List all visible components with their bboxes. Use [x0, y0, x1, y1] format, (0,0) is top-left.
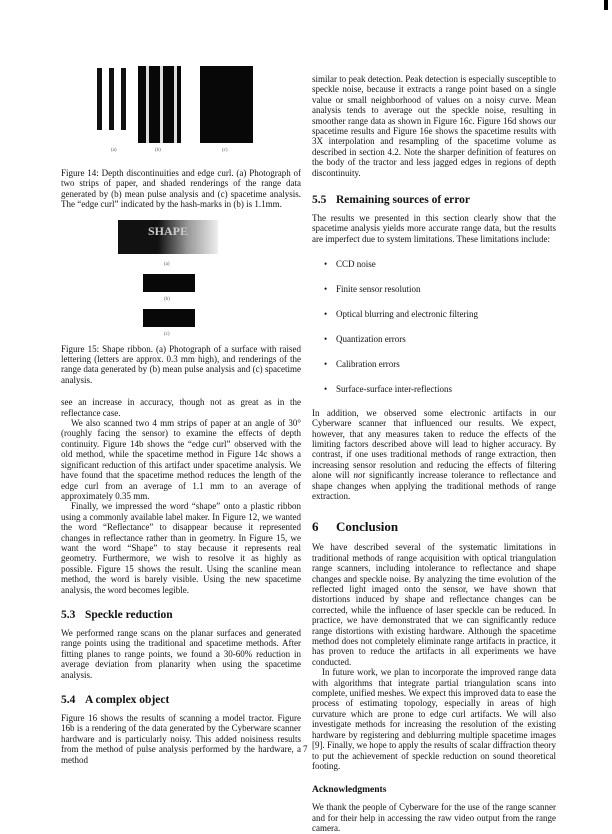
left-column	[61, 0, 301, 765]
figure-14	[61, 0, 301, 168]
figure-14c-label: (c)	[222, 148, 228, 153]
paragraph: We have described several of the systematic limitations in traditional methods of range acquisition with optical triangulation range scanners, including intolerance to reflectance and shape changes and speckle noise. By analyzing the time evolution of the reflected light imaged onto the sensor, we have shown that distortions induced by shape and reflectance changes can be corrected, while the influence of laser speckle can be reduced. In practice, we have demonstrated that we can significantly reduce range distortions with existing hardware. Although the spacetime method does not completely eliminate range artifacts in practice, it has proven to reduce the artifacts in all experiments we have conducted.	[312, 542, 556, 667]
list-item: • Surface-surface inter-reflections	[312, 377, 556, 402]
scan-mark	[604, 0, 608, 10]
paragraph: In future work, we plan to incorporate the improved range data with algorithms that integrate partial triangulation scans into complete, unified meshes. We expect this improved data to ease the process of estimating topology, especially in areas of high curvature which are prone to edge curl artifacts. We will also investigate methods for increasing the resolution of the existing hardware by registering and deblurring multiple spacetime images [9]. Finally, we hope to apply the results of scalar diffraction theory to put the achievement of speckle reduction on sound theoretical footing.	[312, 667, 556, 771]
figure-14a-photo	[97, 68, 133, 130]
acknowledgments-text: We thank the people of Cyberware for the use of the range scanner and for their help in accessing the raw video output from the range camera.	[312, 802, 556, 834]
figure-15-caption: Figure 15: Shape ribbon. (a) Photograph of a surface with raised lettering (letters are approx. 0.3 mm high), and renderings of the range data generated by (b) mean pulse analysis and (c) spacetime analysis.	[61, 343, 301, 385]
right-paragraph: similar to peak detection. Peak detection is especially susceptible to speckle noise, because it extracts a range point based on a single value or small neighborhood of values on a noisy curve. Mean analysis tends to average out the speckle noise, resulting in smoother range data as shown in Figure 16c. Figure 16d shows our spacetime results and Figure 16e shows the spacetime results with 3X interpolation and resampling of the spacetime volume as described in section 4.2. Note the sharper definition of features on the body of the tractor and less jagged edges in regions of depth discontinuity.	[312, 74, 556, 178]
list-item: • CCD noise	[312, 252, 556, 277]
right-column	[312, 0, 556, 834]
figure-14-caption: Figure 14: Depth discontinuities and edge curl. (a) Photograph of two strips of paper, and shaded renderings of the range data generated by (b) mean pulse analysis and (c) spacetime analysis. The “edge curl” indicated by the hash-marks in (b) is 1.1mm.	[61, 168, 301, 210]
figure-14a-label: (a)	[111, 148, 117, 153]
acknowledgments-heading: Acknowledgments	[312, 785, 387, 796]
figure-15c-rendering	[143, 309, 195, 327]
paragraph: We also scanned two 4 mm strips of paper at an angle of 30° (roughly facing the sensor) to examine the effects of depth continuity. Figure 14b shows the “edge curl” observed with the old method, while the spacetime method in Figure 14c shows a significant reduction of this artifact under spacetime analysis. We have found that the spacetime method reduces the length of the edge curl from an average of 1.1 mm to an average of approximately 0.35 mm.	[61, 418, 301, 501]
figure-14b-rendering	[138, 66, 181, 143]
list-item: • Quantization errors	[312, 327, 556, 352]
list-item: • Calibration errors	[312, 352, 556, 377]
figure-14c-rendering	[200, 66, 253, 143]
figure-15	[61, 210, 301, 344]
list-item: • Finite sensor resolution	[312, 277, 556, 302]
limitations-list	[312, 252, 556, 401]
figure-15b-label: (b)	[164, 296, 170, 302]
page-number: 7	[303, 744, 308, 754]
section-5-3-text: We performed range scans on the planar surfaces and generated range points using the traditional and spacetime methods. After fitting planes to range points, we found a 30-60% reduction in average deviation from planarity when using the spacetime analysis.	[61, 627, 301, 680]
section-heading-5-5: 5.5 Remaining sources of error	[312, 194, 471, 207]
figure-15a-photo: SHAPE	[118, 220, 218, 254]
paragraph: see an increase in accuracy, though not as great as in the reflectance case.	[61, 397, 301, 418]
left-body	[61, 397, 301, 595]
section-5-5-after-text: In addition, we observed some electronic artifacts in our Cyberware scanner that influenced our results. We expect, however, that any measures taken to reduce the effects of the limiting factors described above will lead to higher accuracy. By contrast, if one uses traditional methods of range extraction, then increasing sensor resolution and reducing the effects of filtering alone will not significantly increase tolerance to reflectance and shape changes when applying the traditional methods of range extraction.	[312, 407, 557, 501]
section-heading-5-3: 5.3 Speckle reduction	[61, 608, 173, 621]
paragraph: Finally, we impressed the word “shape” onto a plastic ribbon using a commonly available label maker. In Figure 12, we wanted the word “Reflectance” to disappear because it represented changes in reflectance rather than in geometry. In Figure 15, we want the word “Shape” to stay because it represents real geometry. Furthermore, we wish to resolve it as highly as possible. Figure 15 shows the result. Using the scanline mean method, the word is barely visible. Using the new spacetime analysis, the word becomes legible.	[61, 501, 301, 595]
figure-15c-label: (c)	[164, 331, 170, 337]
figure-15b-rendering	[143, 274, 195, 292]
section-5-5-text: The results we presented in this section clearly show that the spacetime analysis yields more accurate range data, but the results are imperfect due to system limitations. These limitations include:	[312, 213, 556, 244]
figure-15a-label: (a)	[164, 261, 170, 267]
section-heading-5-4: 5.4 A complex object	[61, 694, 170, 706]
section-heading-6: 6 Conclusion	[312, 519, 399, 535]
figure-14b-label: (b)	[155, 148, 161, 153]
list-item: • Optical blurring and electronic filtering	[312, 302, 556, 327]
section-5-4-text: Figure 16 shows the results of scanning a model tractor. Figure 16b is a rendering of the data generated by the Cyberware scanner hardware and is particularly noisy. This added noisiness results from the method of pulse analysis performed by the hardware, a method	[61, 713, 301, 765]
conclusion-text	[312, 542, 556, 771]
